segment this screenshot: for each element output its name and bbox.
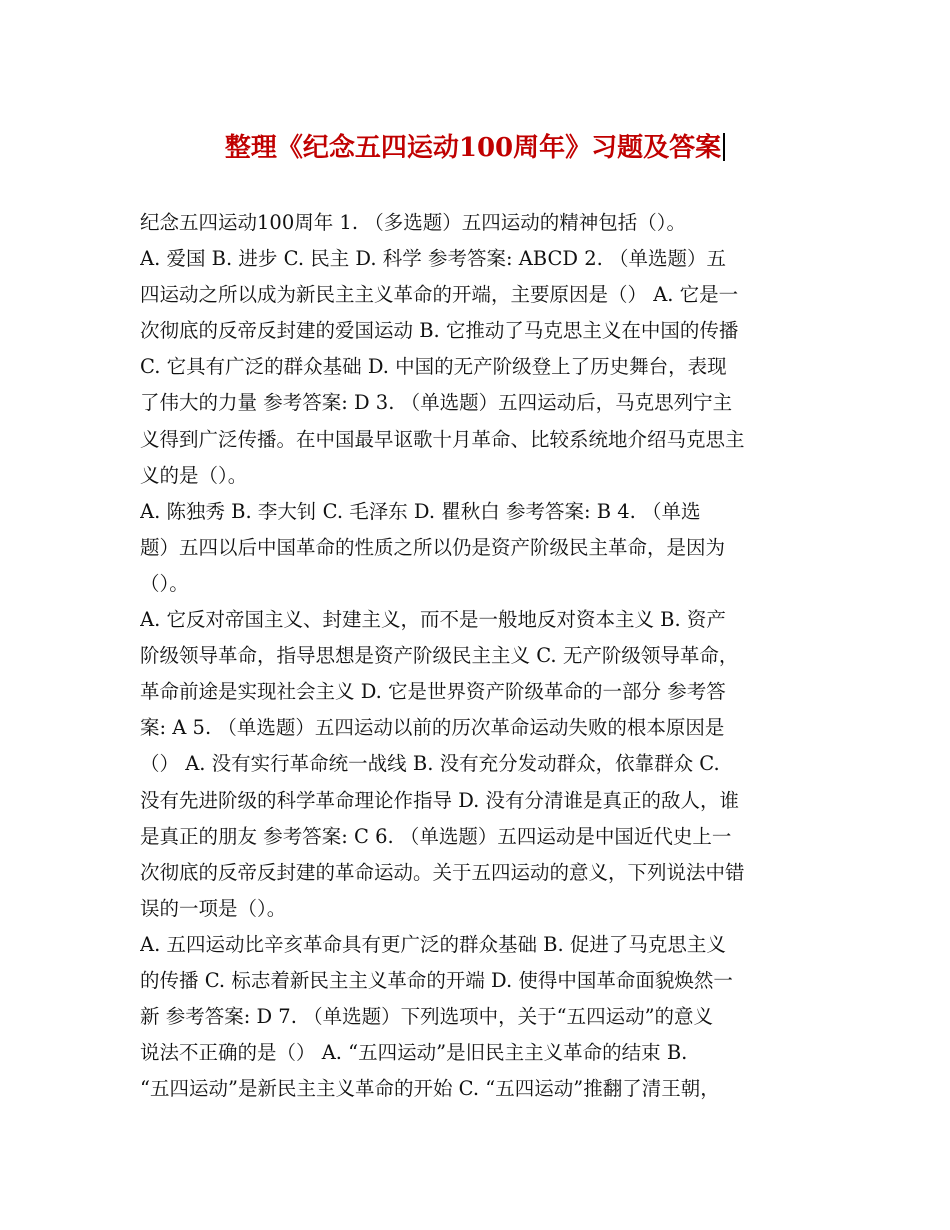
body-line: 次彻底的反帝反封建的爱国运动 B. 它推动了马克思主义在中国的传播	[140, 319, 739, 343]
body-line: A. 它反对帝国主义、封建主义，而不是一般地反对资本主义 B. 资产	[140, 608, 726, 632]
body-line: 题）五四以后中国革命的性质之所以仍是资产阶级民主革命，是因为	[140, 535, 726, 559]
body-line: 四运动之所以成为新民主主义革命的开端，主要原因是（） A. 它是一	[140, 283, 739, 307]
body-line: C. 它具有广泛的群众基础 D. 中国的无产阶级登上了历史舞台，表现	[140, 355, 727, 379]
body-line: 的传播 C. 标志着新民主主义革命的开端 D. 使得中国革命面貌焕然一	[140, 968, 733, 992]
body-line: 说法不正确的是（） A. “五四运动”是旧民主主义革命的结束 B.	[140, 1041, 688, 1065]
body-line: 是真正的朋友 参考答案: C 6. （单选题）五四运动是中国近代史上一	[140, 824, 732, 848]
body-line: 阶级领导革命，指导思想是资产阶级民主主义 C. 无产阶级领导革命，	[140, 644, 739, 668]
body-line: 革命前途是实现社会主义 D. 它是世界资产阶级革命的一部分 参考答	[140, 680, 726, 704]
body-line: （）。	[140, 571, 189, 595]
body-line: 纪念五四运动100周年 1. （多选题）五四运动的精神包括（）。	[140, 211, 686, 234]
body-line: A. 五四运动比辛亥革命具有更广泛的群众基础 B. 促进了马克思主义	[140, 932, 726, 956]
body-line: 案: A 5. （单选题）五四运动以前的历次革命运动失败的根本原因是	[140, 716, 725, 740]
body-line: A. 爱国 B. 进步 C. 民主 D. 科学 参考答案: ABCD 2. （单选题）五	[140, 247, 727, 271]
body-line: 义得到广泛传播。在中国最早讴歌十月革命、比较系统地介绍马克思主	[140, 427, 745, 451]
body-line: 新 参考答案: D 7. （单选题）下列选项中，关于“五四运动”的意义	[140, 1005, 714, 1029]
body-line: 义的是（）。	[140, 463, 248, 487]
text-cursor	[723, 133, 725, 161]
body-line: 了伟大的力量 参考答案: D 3. （单选题）五四运动后，马克思列宁主	[140, 391, 733, 415]
document-title	[0, 128, 950, 168]
body-line: “五四运动”是新民主主义革命的开始 C. “五四运动”推翻了清王朝，	[140, 1077, 720, 1101]
body-line: （） A. 没有实行革命统一战线 B. 没有充分发动群众，依靠群众 C.	[140, 752, 720, 776]
document-title-text: 整理《纪念五四运动100周年》习题及答案	[224, 133, 722, 163]
body-line: 没有先进阶级的科学革命理论作指导 D. 没有分清谁是真正的敌人，谁	[140, 788, 740, 812]
body-line: A. 陈独秀 B. 李大钊 C. 毛泽东 D. 瞿秋白 参考答案: B 4. （单选	[140, 499, 701, 523]
body-line: 误的一项是（）。	[140, 896, 287, 920]
document-body	[140, 205, 816, 1107]
body-line: 次彻底的反帝反封建的革命运动。关于五四运动的意义，下列说法中错	[140, 860, 745, 884]
